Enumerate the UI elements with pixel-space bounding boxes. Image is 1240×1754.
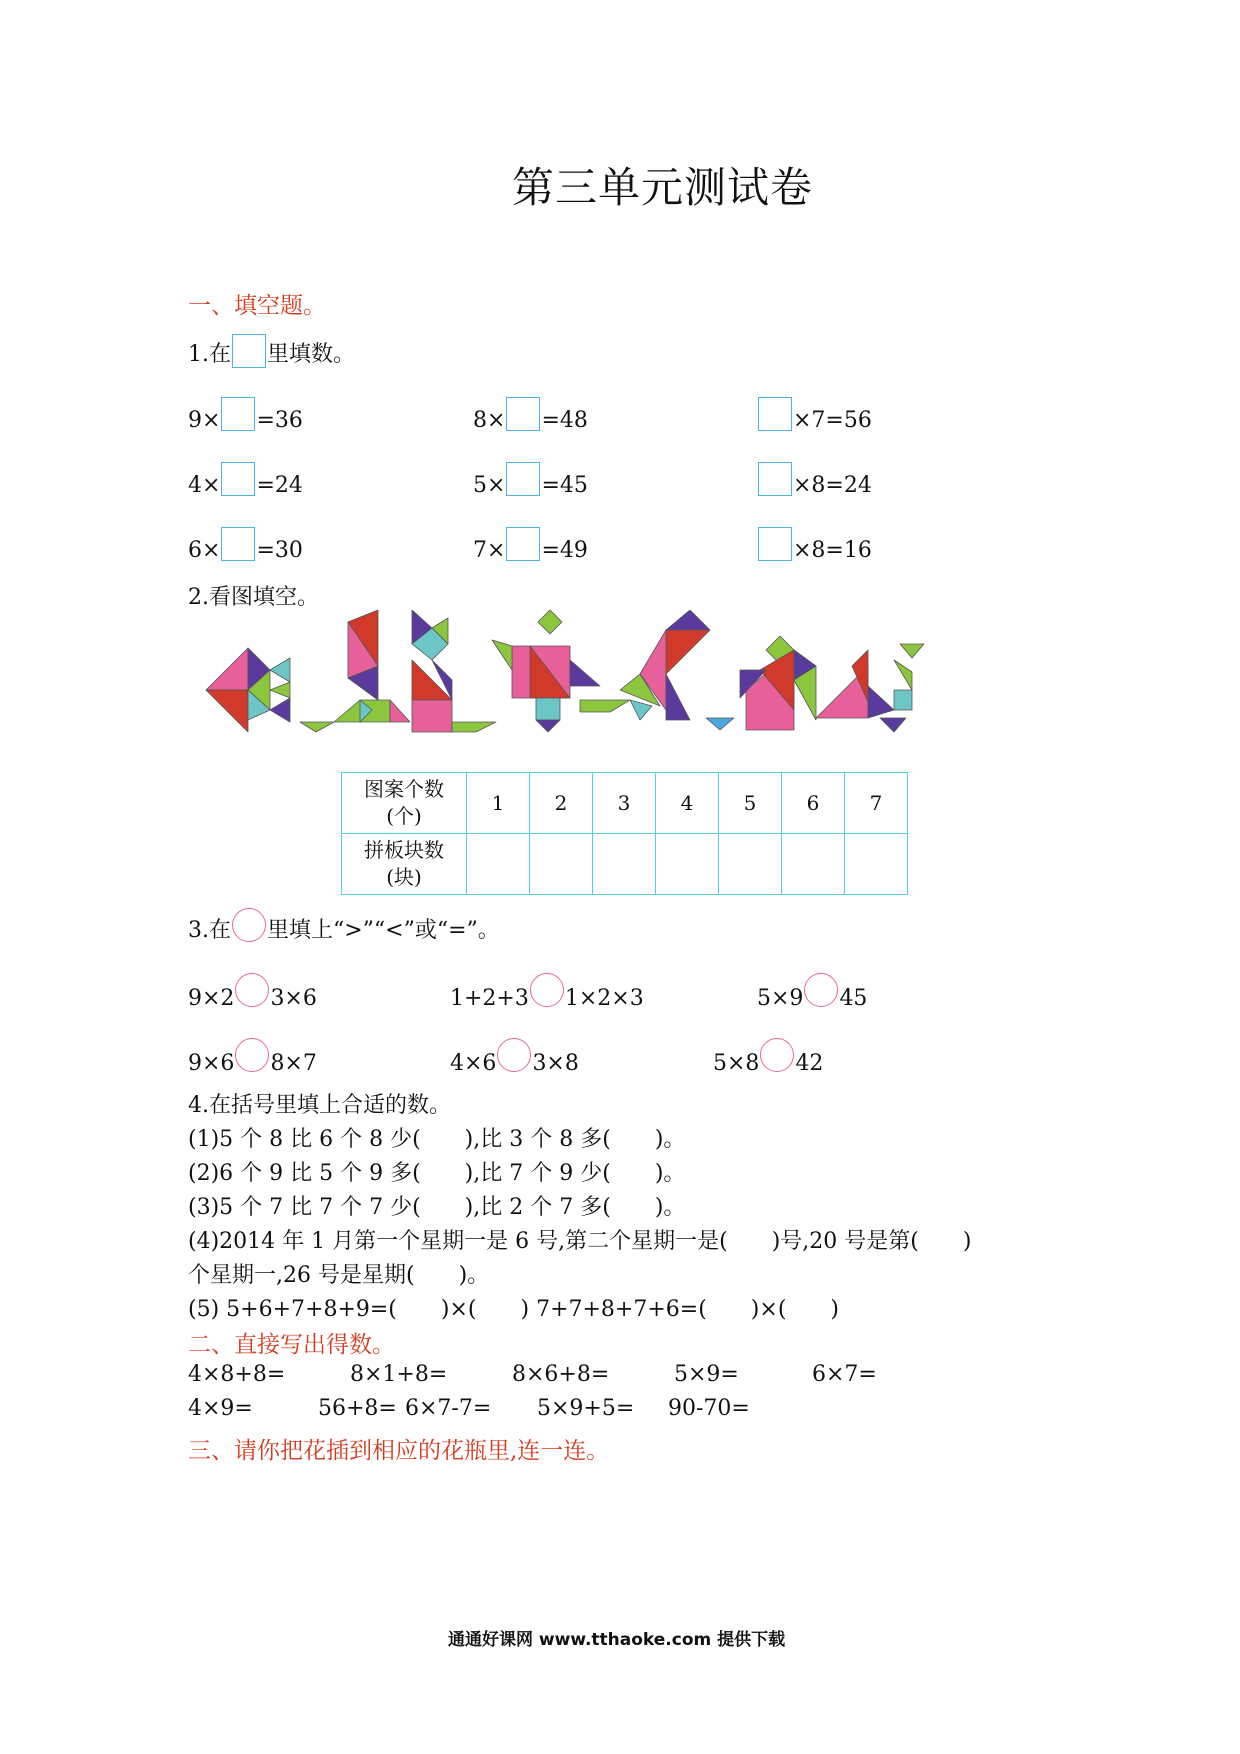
answer-box[interactable]	[221, 397, 255, 431]
header-line: 拼板块数	[364, 838, 444, 862]
q4-prompt: 4.在括号里填上合适的数。	[188, 1093, 451, 1118]
q1-item-5	[473, 465, 588, 505]
header-unit: (块)	[386, 865, 422, 889]
table-cell-count: 2	[530, 773, 593, 834]
q5-r1-5: 6×7=	[812, 1362, 877, 1387]
q5-r2-4: 5×9+5=	[537, 1396, 635, 1421]
q3-item-3-left: 5×9	[757, 985, 804, 1011]
table-answer-cell[interactable]	[845, 834, 908, 895]
answer-box[interactable]	[221, 527, 255, 561]
table-answer-cell[interactable]	[530, 834, 593, 895]
q1-item-4-left: 4×	[188, 472, 221, 498]
table-cell-count: 6	[782, 773, 845, 834]
q3-item-2-right: 1×2×3	[564, 985, 644, 1011]
q1-item-5-left: 5×	[473, 472, 506, 498]
q5-r2-3: 6×7-7=	[405, 1396, 492, 1421]
q1-item-7	[188, 530, 303, 570]
table-cell-count: 4	[656, 773, 719, 834]
table-header-piece-count	[342, 834, 467, 895]
q3-item-6-right: 42	[795, 1050, 824, 1076]
q3-item-2	[450, 978, 644, 1018]
q1-item-2-right: =48	[541, 407, 588, 433]
q2-prompt: 2.看图填空。	[188, 585, 319, 610]
header-unit: (个)	[386, 804, 422, 828]
table-cell-count: 5	[719, 773, 782, 834]
q3-item-6	[713, 1043, 823, 1083]
q3-item-4-right: 8×7	[270, 1050, 317, 1076]
q3-item-4	[188, 1043, 317, 1083]
q3-item-1	[188, 978, 317, 1018]
q1-item-3	[757, 400, 872, 440]
q1-item-9	[757, 530, 872, 570]
q1-item-6-right: ×8=24	[793, 472, 872, 498]
table-answer-cell[interactable]	[467, 834, 530, 895]
q3-item-5-left: 4×6	[450, 1050, 497, 1076]
q3-item-6-left: 5×8	[713, 1050, 760, 1076]
q3-item-3-right: 45	[839, 985, 868, 1011]
answer-box[interactable]	[221, 462, 255, 496]
tangram-figure-2	[300, 610, 410, 732]
table-cell-count: 3	[593, 773, 656, 834]
q3-prompt	[188, 913, 500, 948]
answer-circle[interactable]	[804, 973, 838, 1007]
q1-item-7-right: =30	[256, 537, 303, 563]
tangram-figure-4	[492, 610, 600, 732]
q1-item-8	[473, 530, 588, 570]
q1-item-1-right: =36	[256, 407, 303, 433]
q1-item-6	[757, 465, 872, 505]
q5-r1-2: 8×1+8=	[350, 1362, 448, 1387]
q4-line-3: (3)5 个 7 比 7 个 7 少( ),比 2 个 7 多( )。	[188, 1195, 686, 1220]
tangram-figure-7	[816, 644, 924, 732]
answer-circle[interactable]	[235, 1038, 269, 1072]
q3-prompt-pre: 3.在	[188, 918, 231, 943]
q4-line-6: (5) 5+6+7+8+9=( )×( ) 7+7+8+7+6=( )×( )	[188, 1297, 839, 1322]
q1-item-2	[473, 400, 588, 440]
q1-item-8-left: 7×	[473, 537, 506, 563]
section-2-heading: 二、直接写出得数。	[188, 1332, 395, 1358]
q1-item-4	[188, 465, 303, 505]
table-answer-cell[interactable]	[782, 834, 845, 895]
q3-item-5-right: 3×8	[532, 1050, 579, 1076]
q1-item-4-right: =24	[256, 472, 303, 498]
q3-item-4-left: 9×6	[188, 1050, 235, 1076]
q1-item-5-right: =45	[541, 472, 588, 498]
q3-item-2-left: 1+2+3	[450, 985, 529, 1011]
q3-item-1-right: 3×6	[270, 985, 317, 1011]
q4-line-1: (1)5 个 8 比 6 个 8 少( ),比 3 个 8 多( )。	[188, 1127, 686, 1152]
tangram-figure-6	[706, 636, 816, 730]
q3-item-5	[450, 1043, 579, 1083]
table-cell-count: 7	[845, 773, 908, 834]
q5-r2-1: 4×9=	[188, 1396, 253, 1421]
q1-item-1-left: 9×	[188, 407, 221, 433]
q3-prompt-post: 里填上“>”“<”或“=”。	[267, 918, 500, 943]
q1-item-3-right: ×7=56	[793, 407, 872, 433]
q1-prompt-pre: 1.在	[188, 342, 231, 367]
q4-line-4: (4)2014 年 1 月第一个星期一是 6 号,第二个星期一是( )号,20 号是第( )	[188, 1229, 972, 1254]
section-3-heading: 三、请你把花插到相应的花瓶里,连一连。	[188, 1438, 610, 1464]
answer-box-example	[232, 334, 266, 368]
tangram-fish	[206, 648, 290, 732]
table-answer-cell[interactable]	[719, 834, 782, 895]
footer-credit: 通通好课网 www.tthaoke.com 提供下载	[448, 1630, 786, 1650]
q5-r1-1: 4×8+8=	[188, 1362, 286, 1387]
q5-r1-4: 5×9=	[674, 1362, 739, 1387]
page-title: 第三单元测试卷	[512, 163, 814, 212]
answer-box[interactable]	[506, 462, 540, 496]
answer-circle[interactable]	[235, 973, 269, 1007]
q1-item-7-left: 6×	[188, 537, 221, 563]
q5-r1-3: 8×6+8=	[512, 1362, 610, 1387]
answer-box[interactable]	[506, 527, 540, 561]
answer-box[interactable]	[758, 462, 792, 496]
q1-prompt	[188, 337, 355, 372]
q3-item-3	[757, 978, 867, 1018]
answer-box[interactable]	[758, 527, 792, 561]
q1-item-8-right: =49	[541, 537, 588, 563]
table-header-pattern-count	[342, 773, 467, 834]
q5-r2-2: 56+8=	[318, 1396, 397, 1421]
table-answer-cell[interactable]	[656, 834, 719, 895]
header-line: 图案个数	[364, 777, 444, 801]
q1-item-9-right: ×8=16	[793, 537, 872, 563]
q1-item-1	[188, 400, 303, 440]
tangram-count-table	[341, 772, 908, 895]
answer-circle-example	[232, 908, 266, 942]
q4-line-5: 个星期一,26 号是星期( )。	[188, 1263, 490, 1288]
answer-box[interactable]	[758, 397, 792, 431]
table-cell-count: 1	[467, 773, 530, 834]
q3-item-1-left: 9×2	[188, 985, 235, 1011]
table-answer-cell[interactable]	[593, 834, 656, 895]
q1-prompt-post: 里填数。	[267, 342, 356, 367]
q4-line-2: (2)6 个 9 比 5 个 9 多( ),比 7 个 9 少( )。	[188, 1161, 686, 1186]
section-1-heading: 一、填空题。	[188, 293, 326, 319]
answer-circle[interactable]	[760, 1038, 794, 1072]
tangram-figures	[200, 610, 1040, 740]
q1-item-2-left: 8×	[473, 407, 506, 433]
q5-r2-5: 90-70=	[668, 1396, 750, 1421]
answer-circle[interactable]	[497, 1038, 531, 1072]
answer-box[interactable]	[506, 397, 540, 431]
answer-circle[interactable]	[530, 973, 564, 1007]
tangram-figure-5	[580, 610, 710, 720]
tangram-figure-3	[412, 610, 496, 732]
